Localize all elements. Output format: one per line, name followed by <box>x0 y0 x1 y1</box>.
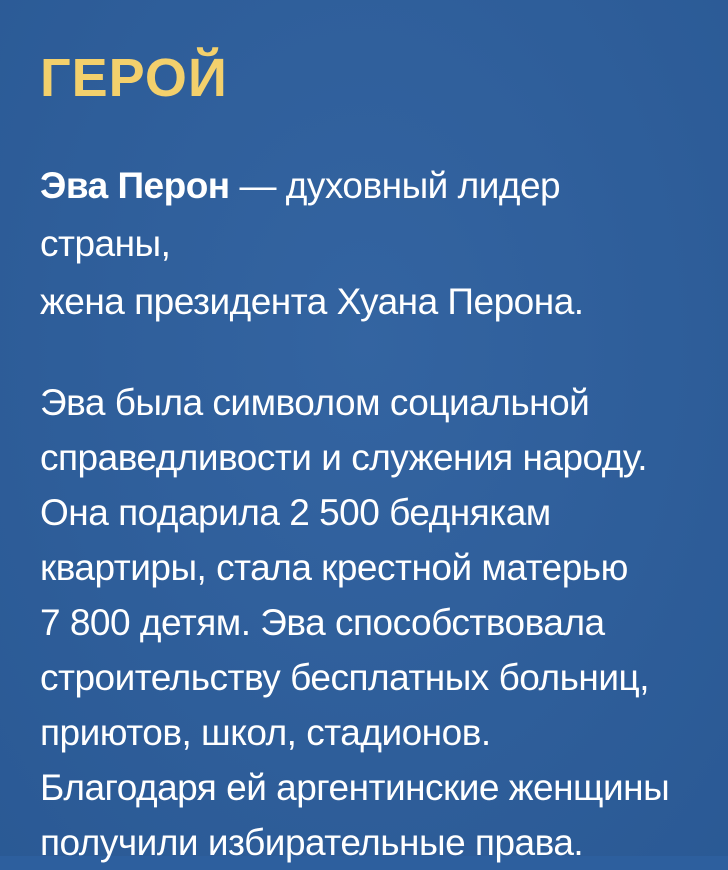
intro-line-1-rest: — духовный лидер страны, <box>40 164 561 264</box>
body-paragraph <box>40 375 690 870</box>
body-line: справедливости и служения народу. <box>40 436 647 478</box>
body-line: Эва была символом социальной <box>40 381 590 423</box>
person-name: Эва Перон <box>40 164 230 206</box>
page-title: ГЕРОЙ <box>40 48 228 108</box>
intro-line-2: жена президента Хуана Перона. <box>40 280 584 322</box>
body-line: 7 800 детям. Эва способствовала <box>40 601 605 643</box>
body-line: квартиры, стала крестной матерью <box>40 546 628 588</box>
body-line: получили избирательные права. <box>40 821 584 863</box>
body-line: строительству бесплатных больниц, <box>40 656 649 698</box>
intro-paragraph <box>40 157 690 331</box>
body-line: приютов, школ, стадионов. <box>40 711 491 753</box>
body-line: Благодаря ей аргентинские женщины <box>40 766 670 808</box>
body-line: Она подарила 2 500 беднякам <box>40 491 551 533</box>
